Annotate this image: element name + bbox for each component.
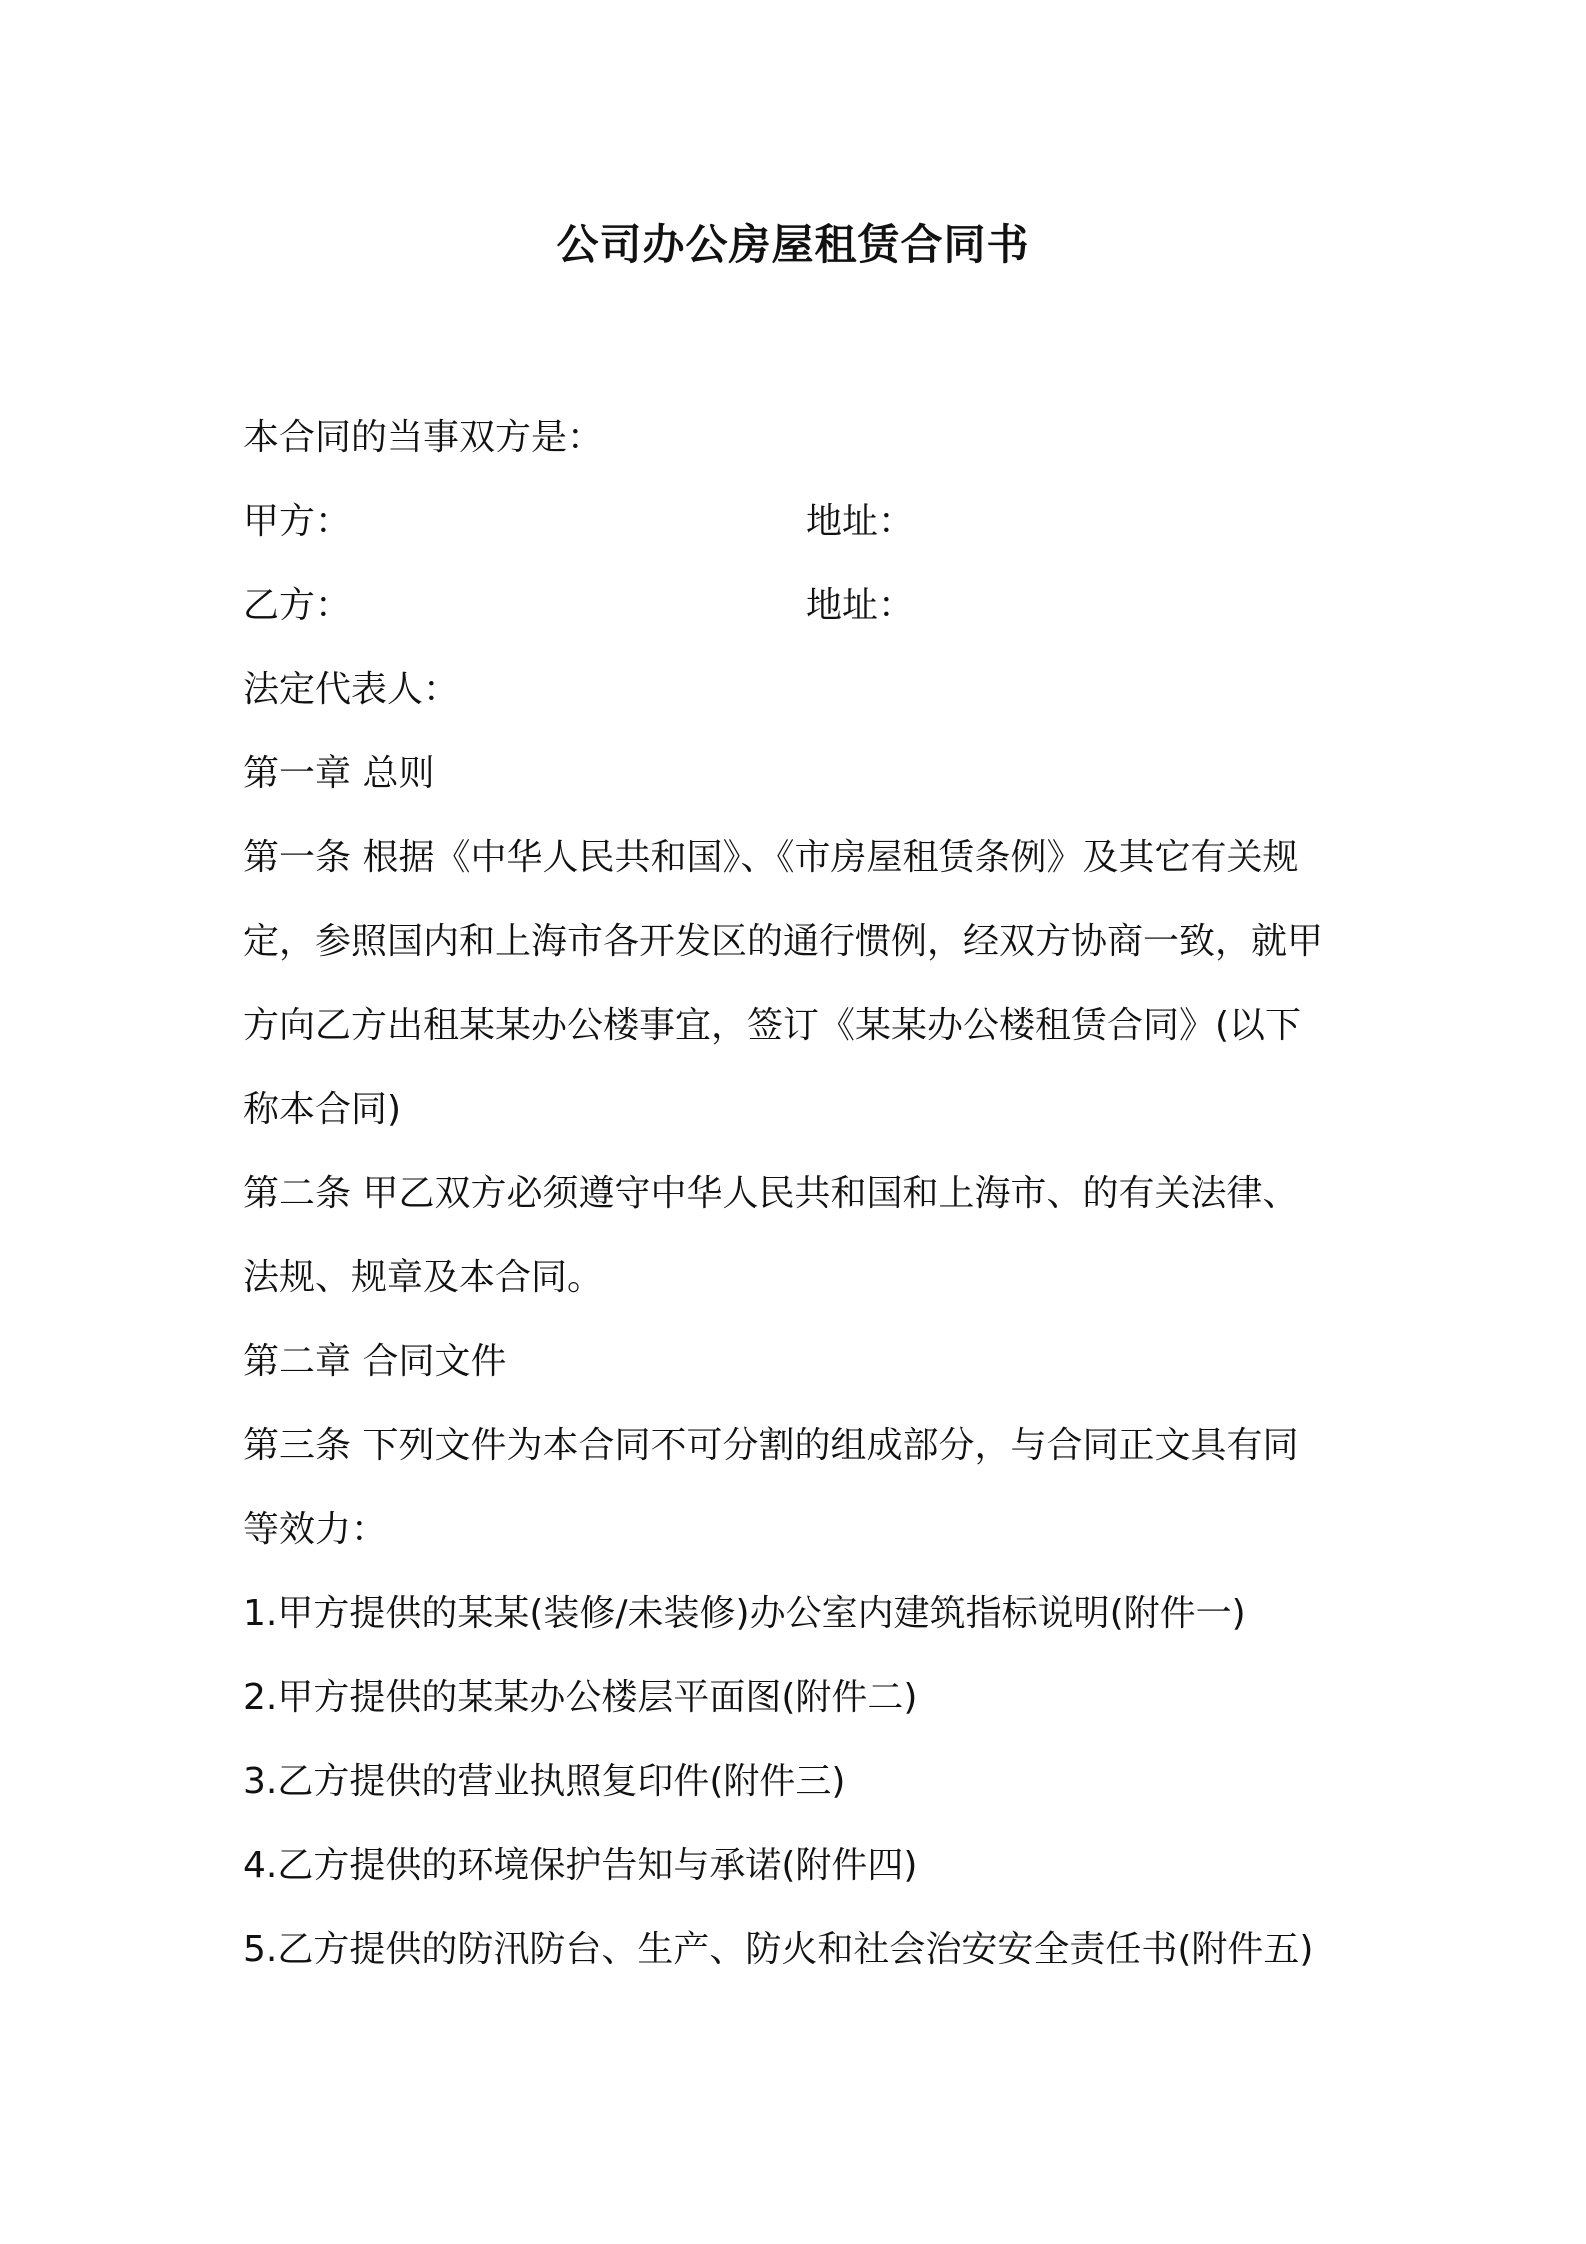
attachment-item-1: 1.甲方提供的某某(装修/未装修)办公室内建筑指标说明(附件一)	[243, 1593, 1246, 1634]
article-3-line-2: 等效力：	[243, 1509, 388, 1550]
attachment-item-3: 3.乙方提供的营业执照复印件(附件三)	[243, 1761, 846, 1802]
party-b-label: 乙方：	[243, 585, 352, 626]
attachment-item-2: 2.甲方提供的某某办公楼层平面图(附件二)	[243, 1677, 918, 1718]
attachment-item-5: 5.乙方提供的防汛防台、生产、防火和社会治安安全责任书(附件五)	[243, 1929, 1314, 1970]
article-2-line-2: 法规、规章及本合同。	[243, 1257, 604, 1298]
party-a-address-label: 地址：	[806, 501, 915, 542]
chapter-2-heading: 第二章 合同文件	[243, 1341, 507, 1382]
article-1-line-3: 方向乙方出租某某办公楼事宜，签订《某某办公楼租赁合同》(以下	[243, 1005, 1302, 1046]
article-1-line-1: 第一条 根据《中华人民共和国》、《市房屋租赁条例》及其它有关规	[243, 837, 1299, 878]
chapter-1-heading: 第一章 总则	[243, 753, 435, 794]
attachment-item-4: 4.乙方提供的环境保护告知与承诺(附件四)	[243, 1845, 918, 1886]
legal-representative-label: 法定代表人：	[243, 669, 460, 710]
document-title: 公司办公房屋租赁合同书	[556, 220, 1030, 269]
party-a-label: 甲方：	[243, 501, 352, 542]
article-2-line-1: 第二条 甲乙双方必须遵守中华人民共和国和上海市、的有关法律、	[243, 1173, 1299, 1214]
party-b-address-label: 地址：	[806, 585, 915, 626]
article-3-line-1: 第三条 下列文件为本合同不可分割的组成部分，与合同正文具有同	[243, 1425, 1299, 1466]
parties-intro: 本合同的当事双方是：	[243, 417, 604, 458]
article-1-line-4: 称本合同)	[243, 1089, 402, 1130]
article-1-line-2: 定，参照国内和上海市各开发区的通行惯例，经双方协商一致，就甲	[243, 921, 1324, 962]
